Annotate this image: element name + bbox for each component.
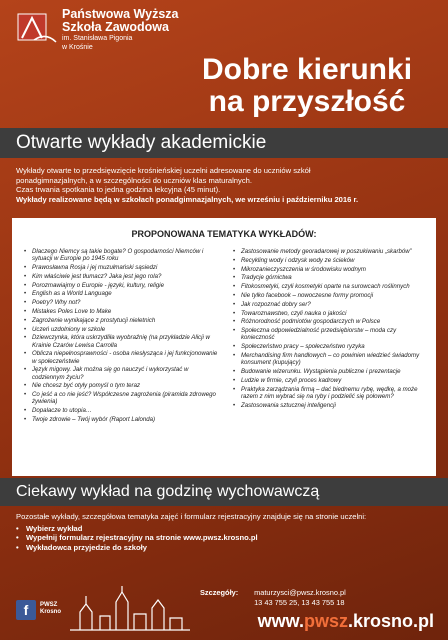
school-name-line3: im. Stanisława Pigonia — [62, 35, 133, 42]
topics-card — [12, 218, 436, 476]
topic-item: • Ludzie w firmie, czyli proces kadrowy — [233, 377, 428, 384]
topics-title: PROPONOWANA TEMATYKA WYKŁADÓW: — [131, 229, 317, 239]
topic-item: • Zagrożenie wynikające z prostytucji nieletnich — [24, 317, 219, 324]
intro-line4: Wykłady realizowane będą w szkołach ponadgimnazjalnych, we wrześniu i październiku 2016 r. — [16, 194, 359, 204]
school-logo-icon — [14, 10, 58, 48]
registration-text: Pozostałe wykłady, szczegółowa tematyka zajęć i formularz rejestracyjny znajduje się na stronie uczelni: — [16, 512, 367, 521]
facebook-label — [40, 602, 61, 616]
headline — [182, 54, 432, 118]
topic-item: • Recykling wody i odzysk wody ze ścieków — [233, 257, 428, 264]
www-suffix: .krosno.pl — [347, 611, 434, 631]
school-name — [62, 8, 178, 52]
contact-email[interactable]: maturzysci@pwsz.krosno.pl — [254, 588, 346, 597]
facebook-label-line2: Krosno — [40, 609, 61, 615]
headline-line1: Dobre kierunki — [201, 53, 413, 86]
topic-item: • Jak rozpoznać dobry ser? — [233, 301, 428, 308]
headline-line2: na przyszłość — [208, 85, 406, 118]
topic-item: • Co jeść a co nie jeść? Współczesne zagrożenia (piramida zdrowego żywienia) — [24, 391, 219, 405]
topic-item: • Towaroznawstwo, czyli nauka o jakości — [233, 310, 428, 317]
topic-item: • Praktyka zarządzania firmą – dać biednemu rybę, wędkę, a może razem z nim wybrać się na ryby i podzielić się połowem? — [233, 386, 428, 400]
topic-item: • Fitokosmetyki, czyli kosmetyki oparte na surowcach roślinnych — [233, 283, 428, 290]
topic-item: • Społeczna odpowiedzialność przedsiębiorstw – moda czy konieczność — [233, 327, 428, 341]
www-prefix: www. — [257, 611, 304, 631]
registration-info — [16, 512, 436, 552]
topic-item: • Język migowy. Jak można się go nauczyć i wykorzystać w codziennym życiu? — [24, 366, 219, 380]
ribbon2-title: Ciekawy wykład na godzinę wychowawczą — [16, 483, 320, 500]
topic-item: • Twoje zdrowie – Twój wybór (Raport Lalonda) — [24, 416, 219, 423]
intro-line3: Czas trwania spotkania to jedna godzina lekcyjna (45 minut). — [16, 185, 221, 195]
title-ribbon — [0, 128, 448, 158]
intro-line2: ponadgimnazjalnych, a w szczególności do uczniów klas maturalnych. — [16, 175, 252, 185]
topic-item: • Społeczeństwo pracy – społeczeństwo ryzyka — [233, 343, 428, 350]
registration-steps — [16, 524, 436, 553]
topic-item: • Merchandising firm handlowych – co powinien wiedzieć świadomy konsument (kupujący) — [233, 352, 428, 366]
topic-item: • Nie chcesz być otyły pomyśl o tym teraz — [24, 382, 219, 389]
topic-item: • Dziewczynka, która uskrzydliła wyobraźnię (na przykładzie Alicji w Krainie Czarów Lewisa Carrolla — [24, 334, 219, 348]
intro-line1: Wykłady otwarte to przedsięwzięcie krośnieńskiej uczelni adresowane do uczniów szkół — [16, 166, 311, 175]
topic-item: • Zastosowanie metody georadarowej w poszukiwaniu „skarbów” — [233, 248, 428, 255]
topic-item: • English as a World Language — [24, 290, 219, 297]
topic-item: • Nie tylko facebook – nowoczesne formy promocji — [233, 292, 428, 299]
facebook-label-line1: PWSZ — [40, 602, 58, 608]
step-item: • Wybierz wykład — [16, 524, 436, 534]
topic-item: • Mikrozanieczyszczenia w środowisku wodnym — [233, 266, 428, 273]
topic-item: • Prawosławna Rosja i jej muzułmański sąsiedzi — [24, 264, 219, 271]
topic-item: • Kim właściwie jest tłumacz? Jaka jest jego rola? — [24, 273, 219, 280]
facebook-icon[interactable]: f — [16, 600, 36, 620]
topic-item: • Zastosowania sztucznej inteligencji — [233, 402, 428, 409]
topic-item: • Porozmawiajmy o Europie - języki, kultury, religie — [24, 282, 219, 289]
topic-item: • Poetry? Why not? — [24, 299, 219, 306]
topic-item: • Różnorodność podmiotów gospodarczych w Polsce — [233, 318, 428, 325]
topic-item: • Oblicza niepełnosprawności - osoba niesłysząca i jej funkcjonowanie w społeczeństwie — [24, 350, 219, 364]
step-item: • Wypełnij formularz rejestracyjny na stronie www.pwsz.krosno.pl — [16, 533, 436, 543]
subtitle-ribbon — [0, 478, 448, 506]
topic-item: • Dopalacze to utopia… — [24, 407, 219, 414]
website-link[interactable] — [258, 611, 434, 632]
topics-right-list — [233, 248, 428, 425]
topic-item: • Dlaczego Niemcy są takie bogate? O gospodarności Niemców i sytuacji w Europie po 1945 roku — [24, 248, 219, 262]
school-name-line1: Państwowa Wyższa — [62, 7, 179, 21]
school-name-line4: w Krośnie — [62, 44, 93, 51]
intro-text — [16, 166, 436, 204]
town-skyline-icon — [70, 582, 190, 632]
ribbon-title: Otwarte wykłady akademickie — [16, 132, 267, 153]
details-label: Szczegóły: — [200, 588, 239, 597]
www-accent: pwsz — [303, 611, 348, 631]
topic-item: • Uczeń uzdolniony w szkole — [24, 326, 219, 333]
school-name-line2: Szkoła Zawodowa — [62, 20, 169, 34]
contact-details — [200, 588, 346, 608]
topic-item: • Budowanie wizerunku. Wystąpienia publiczne i prezentacje — [233, 368, 428, 375]
topic-item: • Mistakes Poles Love to Make — [24, 308, 219, 315]
topic-item: • Tradycje górnictwa — [233, 274, 428, 281]
contact-phone: 13 43 755 25, 13 43 755 18 — [254, 598, 345, 607]
topics-left-list — [24, 248, 219, 425]
step-item: • Wykładowca przyjedzie do szkoły — [16, 543, 436, 553]
